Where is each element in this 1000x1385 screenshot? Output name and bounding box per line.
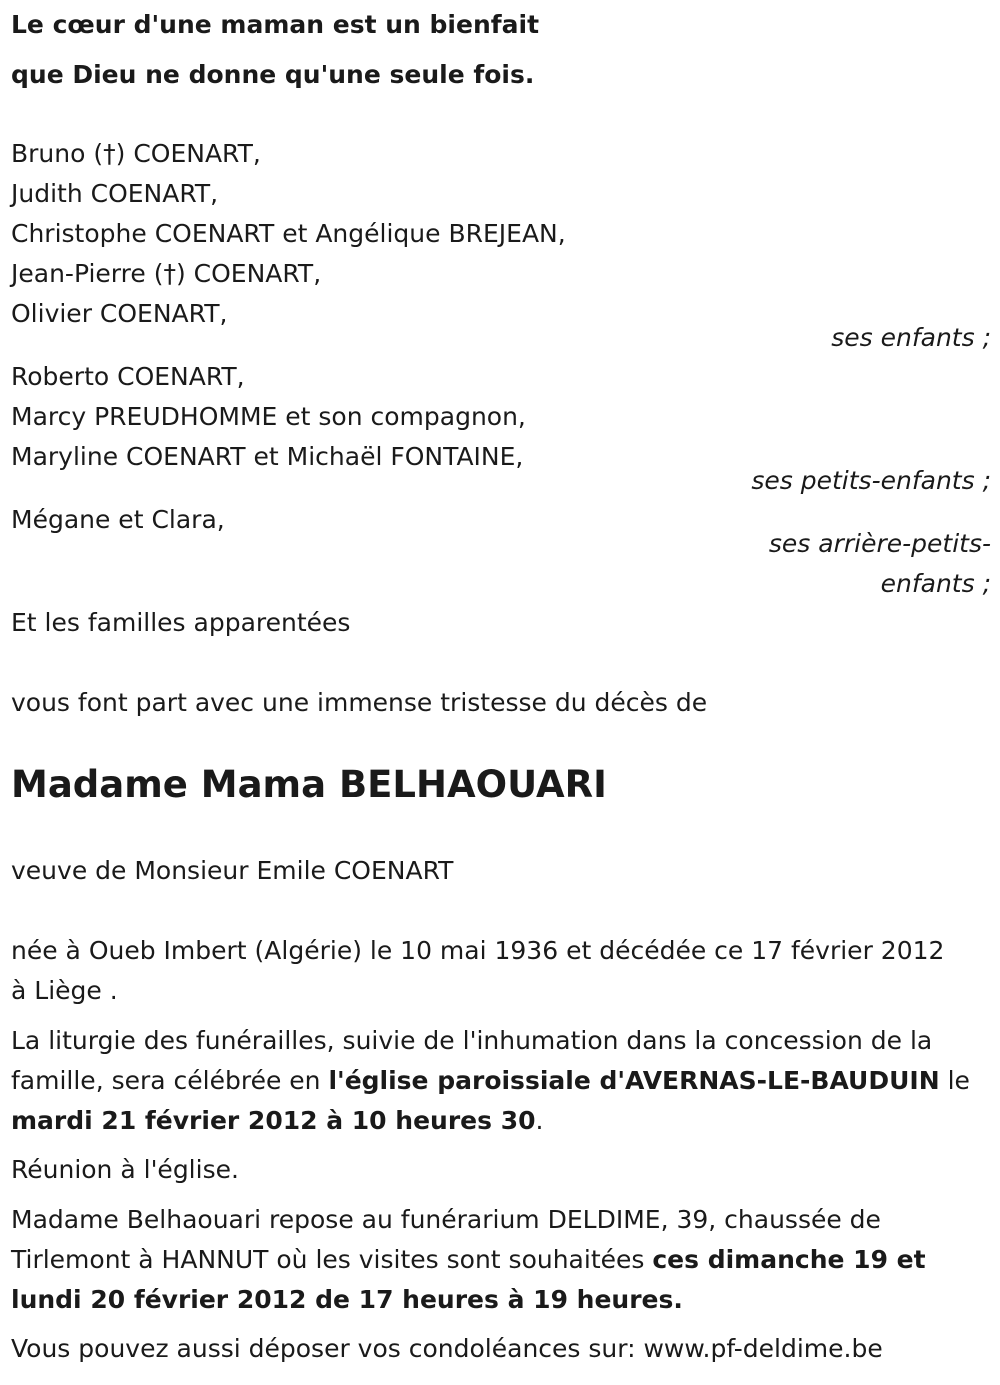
announcement-line: vous font part avec une immense tristesse du décès de bbox=[11, 688, 708, 717]
child-name: Olivier COENART, bbox=[11, 299, 228, 328]
grandchild-name: Marcy PREUDHOMME et son compagnon, bbox=[11, 402, 526, 431]
grandchild-name: Maryline COENART et Michaël FONTAINE, bbox=[11, 442, 524, 471]
funeral-text: La liturgie des funérailles, suivie de l'inhumation dans la concession de la famille, sera célébrée en bbox=[11, 1026, 933, 1095]
reunion-line: Réunion à l'église. bbox=[11, 1155, 239, 1184]
birth-death-line-1: née à Oueb Imbert (Algérie) le 10 mai 1936 et décédée ce 17 février 2012 bbox=[11, 936, 945, 965]
child-name: Jean-Pierre (†) COENART, bbox=[11, 259, 322, 288]
visitation-times: ces dimanche 19 et lundi 20 février 2012 de 17 heures à 19 heures. bbox=[11, 1245, 926, 1314]
children-role: ses enfants ; bbox=[831, 323, 991, 352]
grandchildren-role: ses petits-enfants ; bbox=[751, 466, 991, 495]
birth-death-line-2: à Liège . bbox=[11, 976, 118, 1005]
great-grandchild-name: Mégane et Clara, bbox=[11, 505, 225, 534]
epigraph-line-2: que Dieu ne donne qu'une seule fois. bbox=[11, 60, 535, 89]
widow-of-line: veuve de Monsieur Emile COENART bbox=[11, 856, 454, 885]
visitation-paragraph bbox=[11, 1200, 991, 1320]
funeral-text-3: . bbox=[535, 1106, 544, 1135]
grandchild-name: Roberto COENART, bbox=[11, 362, 245, 391]
great-grandchildren-role-1: ses arrière-petits- bbox=[768, 529, 991, 558]
funeral-datetime: mardi 21 février 2012 à 10 heures 30 bbox=[11, 1106, 536, 1135]
child-name: Bruno (†) COENART, bbox=[11, 139, 261, 168]
funeral-paragraph bbox=[11, 1021, 991, 1141]
deceased-name: Madame Mama BELHAOUARI bbox=[11, 763, 607, 806]
epigraph-line-1: Le cœur d'une maman est un bienfait bbox=[11, 10, 540, 39]
funeral-place: l'église paroissiale d'AVERNAS-LE-BAUDUIN bbox=[328, 1066, 940, 1095]
great-grandchildren-role-2: enfants ; bbox=[880, 569, 991, 598]
visitation-text: Madame Belhaouari repose au funérarium DELDIME, 39, chaussée de Tirlemont à HANNUT où les visites sont souhaitées bbox=[11, 1205, 881, 1274]
families-line: Et les familles apparentées bbox=[11, 608, 351, 637]
funeral-text-2: le bbox=[939, 1066, 970, 1095]
child-name: Christophe COENART et Angélique BREJEAN, bbox=[11, 219, 566, 248]
child-name: Judith COENART, bbox=[11, 179, 219, 208]
condolences-line: Vous pouvez aussi déposer vos condoléances sur: www.pf-deldime.be bbox=[11, 1334, 883, 1363]
